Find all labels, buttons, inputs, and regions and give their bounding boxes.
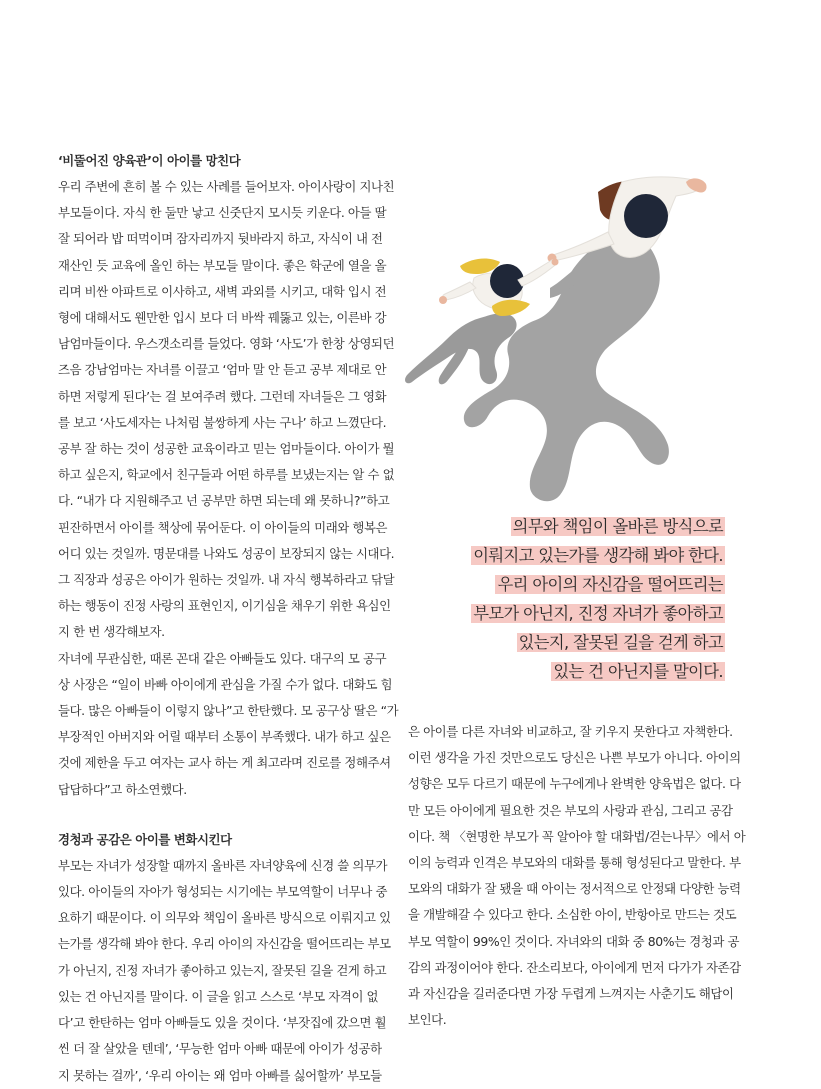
text-line <box>415 599 725 628</box>
text-line: 자녀에 무관심한, 때론 꼰대 같은 아빠들도 있다. 대구의 모 공구 <box>58 650 387 666</box>
section-3-body <box>408 719 754 1033</box>
text-line: 답답하다”고 하소연했다. <box>58 781 187 797</box>
child-arm <box>518 259 556 286</box>
highlighted-text: 의무와 책임이 올바른 방식으로 <box>512 517 723 536</box>
child-foot <box>439 296 447 304</box>
text-line: 잘 되어라 밥 떠먹이며 잠자리까지 뒷바라지 하고, 자식이 내 전 <box>58 231 383 247</box>
text-line: 이다. 책 〈현명한 부모가 꼭 알아야 할 대화법/걷는나무〉에서 아 <box>408 828 746 844</box>
text-line: 지 한 번 생각해보자. <box>58 624 165 640</box>
text-line: 감의 과정이어야 한다. 잔소리보다, 아이에게 먼저 다가가 자존감 <box>408 959 741 975</box>
text-line: 모와의 대화가 잘 됐을 때 아이는 정서적으로 안정돼 다양한 능력 <box>408 881 741 897</box>
highlighted-text: 있는 건 아닌지를 말이다. <box>553 662 723 681</box>
section-1-body <box>58 174 399 803</box>
highlighted-text: 부모가 아닌지, 진정 자녀가 좋아하고 <box>473 604 723 623</box>
text-line: 가 아닌지, 진정 자녀가 좋아하고 있는지, 잘못된 길을 걷게 하고 <box>58 962 387 978</box>
text-line: 부장적인 아버지와 어릴 때부터 소통이 부족했다. 내가 하고 싶은 <box>58 729 391 745</box>
parent-head <box>624 194 668 238</box>
left-column <box>58 148 399 1089</box>
text-line: 우리 주변에 흔히 볼 수 있는 사례를 들어보자. 아이사랑이 지나친 <box>58 179 395 194</box>
highlighted-text: 우리 아이의 자신감을 떨어뜨리는 <box>497 575 723 594</box>
text-line: 재산인 듯 교육에 올인 하는 부모들 말이다. 좋은 학군에 열을 올 <box>58 257 387 273</box>
text-line: 것에 제한을 두고 여자는 교사 하는 게 최고라며 진로를 정해주셔 <box>58 755 391 771</box>
text-line: 핀잔하면서 아이를 책상에 묶어둔다. 이 아이들의 미래와 행복은 <box>58 519 388 535</box>
text-line: 다. “내가 다 지원해주고 넌 공부만 하면 되는데 왜 못하니?”하고 <box>58 493 390 509</box>
text-line: 만 모든 아이에게 필요한 것은 부모의 사랑과 관심, 그리고 공감 <box>408 802 733 818</box>
text-line: 성향은 모두 다르기 때문에 누구에게나 완벽한 양육법은 없다. 다 <box>408 776 741 792</box>
text-line: 상 사장은 “일이 바빠 아이에게 관심을 가질 수가 없다. 대화도 힘 <box>58 676 393 692</box>
text-line: 공부 잘 하는 것이 성공한 교육이라고 믿는 엄마들이다. 아이가 뭘 <box>58 441 395 457</box>
text-line: 어디 있는 것일까. 명문대를 나와도 성공이 보장되지 않는 시대다. <box>58 545 395 561</box>
illustration-svg <box>400 170 740 510</box>
text-line: 형에 대해서도 웬만한 입시 보다 더 바싹 꿰뚫고 있는, 이른바 강 <box>58 310 387 326</box>
section-heading-2: 경청과 공감은 아이를 변화시킨다 <box>58 831 232 847</box>
text-line: 을 개발해갈 수 있다고 한다. 소심한 아이, 반항아로 만드는 것도 <box>408 907 737 923</box>
text-line: 들다. 많은 아빠들이 이렇지 않나”고 한탄했다. 모 공구상 딸은 “가 <box>58 703 399 719</box>
text-line: 즈음 강남엄마는 자녀를 이끌고 ‘엄마 말 안 듣고 공부 제대로 안 <box>58 362 387 378</box>
text-line: 그 직장과 성공은 아이가 원하는 것일까. 내 자식 행복하라고 닦달 <box>58 572 395 588</box>
text-line: 있는 건 아닌지를 말이다. 이 글을 읽고 스스로 ‘부모 자격이 없 <box>58 988 379 1004</box>
text-line <box>415 512 725 541</box>
text-line: 부모들이다. 자식 한 둘만 낳고 신줏단지 모시듯 키운다. 아들 딸 <box>58 205 387 221</box>
text-line: 요하기 때문이다. 이 의무와 책임이 올바른 방식으로 이뤄지고 있 <box>58 910 391 926</box>
text-line: 이의 능력과 인격은 부모와의 대화를 통해 형성된다고 말한다. 부 <box>408 855 741 871</box>
right-column <box>408 719 754 1033</box>
text-line: 보인다. <box>408 1012 447 1028</box>
text-line: 는가를 생각해 봐야 한다. 우리 아이의 자신감을 떨어뜨리는 부모 <box>58 936 391 952</box>
child-leg <box>442 282 476 300</box>
pull-quote <box>415 512 725 686</box>
section-gap <box>58 803 388 827</box>
text-line: 리며 비싼 아파트로 이사하고, 새벽 과외를 시키고, 대학 입시 전 <box>58 283 387 299</box>
text-line: 지 못하는 걸까’, ‘우리 아이는 왜 엄마 아빠를 싫어할까’ 부모들 <box>58 1067 382 1083</box>
text-line: 하고 싶은지, 학교에서 친구들과 어떤 하루를 보냈는지는 알 수 없 <box>58 467 395 483</box>
parent-child-illustration <box>400 170 740 510</box>
text-line: 부모 역할이 99%인 것이다. 자녀와의 대화 중 80%는 경청과 공 <box>408 933 740 949</box>
text-line <box>415 570 725 599</box>
child-hand <box>552 259 559 266</box>
text-line: 하면 저렇게 된다’는 걸 보여주려 했다. 그런데 자녀들은 그 영화 <box>58 388 387 404</box>
section-heading-1: ‘비뚤어진 양육관’이 아이를 망친다 <box>58 153 241 168</box>
text-line <box>415 541 725 570</box>
text-line <box>415 657 725 686</box>
text-line: 를 보고 ‘사도세자는 나처럼 불쌍하게 사는 구나’ 하고 느꼈단다. <box>58 414 387 430</box>
highlighted-text: 이뤄지고 있는가를 생각해 봐야 한다. <box>473 546 723 565</box>
text-line: 하는 행동이 진정 사랑의 표현인지, 이기심을 채우기 위한 욕심인 <box>58 598 391 614</box>
text-line: 과 자신감을 길러준다면 가장 두렵게 느껴지는 사춘기도 해답이 <box>408 986 734 1002</box>
text-line: 다’고 한탄하는 엄마 아빠들도 있을 것이다. ‘부잣집에 갔으면 훨 <box>58 1015 387 1031</box>
text-line: 이런 생각을 가진 것만으로도 당신은 나쁜 부모가 아니다. 아이의 <box>408 750 741 766</box>
highlighted-text: 있는지, 잘못된 길을 걷게 하고 <box>518 633 723 652</box>
text-line <box>415 628 725 657</box>
text-line: 은 아이를 다른 자녀와 비교하고, 잘 키우지 못한다고 자책한다. <box>408 724 733 739</box>
section-2-body <box>58 853 391 1089</box>
text-line: 있다. 아이들의 자아가 형성되는 시기에는 부모역할이 너무나 중 <box>58 884 388 900</box>
text-line: 남엄마들이다. 우스갯소리를 들었다. 영화 ‘사도’가 한창 상영되던 <box>58 336 395 352</box>
text-line: 씬 더 잘 살았을 텐데’, ‘무능한 엄마 아빠 때문에 아이가 성공하 <box>58 1041 382 1057</box>
text-line: 부모는 자녀가 성장할 때까지 올바른 자녀양육에 신경 쓸 의무가 <box>58 857 388 873</box>
